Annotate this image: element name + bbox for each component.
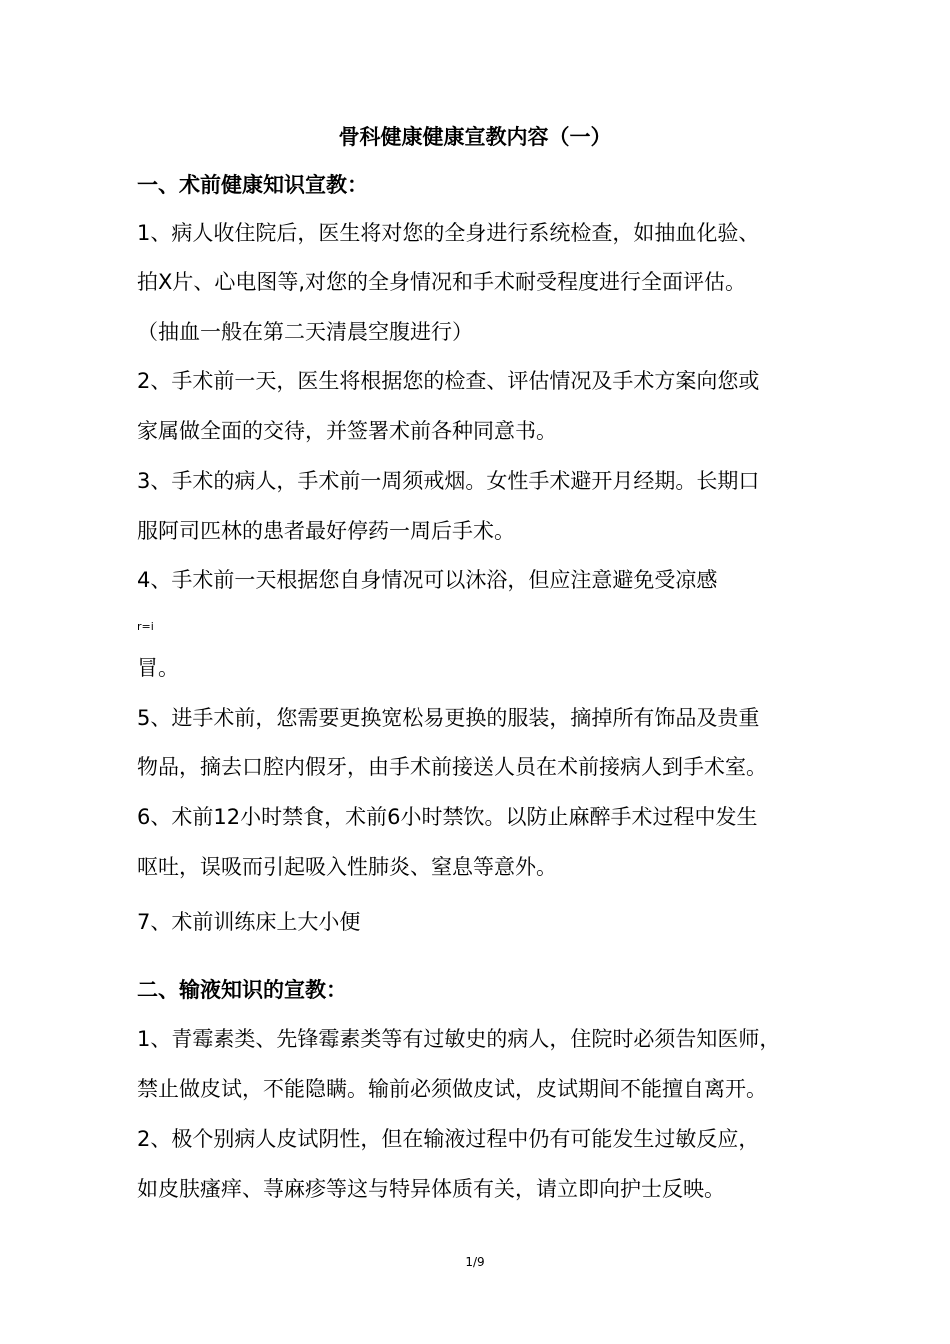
paragraph-line: 物品，摘去口腔内假牙，由手术前接送人员在术前接病人到手术室。	[137, 755, 767, 779]
paragraph-line: 4、手术前一天根据您自身情况可以沐浴，但应注意避免受凉感	[137, 568, 718, 592]
paragraph-line: 1、病人收住院后，医生将对您的全身进行系统检查，如抽血化验、	[137, 221, 760, 245]
section-heading: 二、输液知识的宣教：	[137, 978, 347, 1002]
paragraph-line: 3、手术的病人，手术前一周须戒烟。女性手术避开月经期。长期口	[137, 469, 760, 493]
paragraph-line: 6、术前12小时禁食，术前6小时禁饮。以防止麻醉手术过程中发生	[137, 805, 758, 829]
paragraph-line: 5、进手术前，您需要更换宽松易更换的服装，摘掉所有饰品及贵重	[137, 706, 760, 730]
paragraph-line: 2、极个别病人皮试阴性，但在输液过程中仍有可能发生过敏反应，	[137, 1127, 760, 1151]
page-number: 1/9	[465, 1255, 485, 1269]
paragraph-line: 呕吐，误吸而引起吸入性肺炎、窒息等意外。	[137, 855, 557, 879]
paragraph-line: 1、青霉素类、先锋霉素类等有过敏史的病人，住院时必须告知医师，	[137, 1027, 781, 1051]
paragraph-line: 7、术前训练床上大小便	[137, 910, 361, 934]
stray-mark: r=i	[137, 620, 154, 633]
paragraph-line: 服阿司匹林的患者最好停药一周后手术。	[137, 519, 515, 543]
paragraph-line: 拍X片、心电图等,对您的全身情况和手术耐受程度进行全面评估。	[137, 270, 747, 294]
section-heading: 一、术前健康知识宣教：	[137, 173, 368, 197]
paragraph-line: 家属做全面的交待，并签署术前各种同意书。	[137, 419, 557, 443]
paragraph-line: 2、手术前一天，医生将根据您的检查、评估情况及手术方案向您或	[137, 369, 760, 393]
paragraph-line: 冒。	[137, 656, 179, 680]
paragraph-line: 禁止做皮试，不能隐瞒。输前必须做皮试，皮试期间不能擅自离开。	[137, 1077, 767, 1101]
paragraph-line: （抽血一般在第二天清晨空腹进行）	[137, 320, 473, 344]
document-title: 骨科健康健康宣教内容（一）	[338, 125, 612, 149]
paragraph-line: 如皮肤瘙痒、荨麻疹等这与特异体质有关，请立即向护士反映。	[137, 1177, 725, 1201]
